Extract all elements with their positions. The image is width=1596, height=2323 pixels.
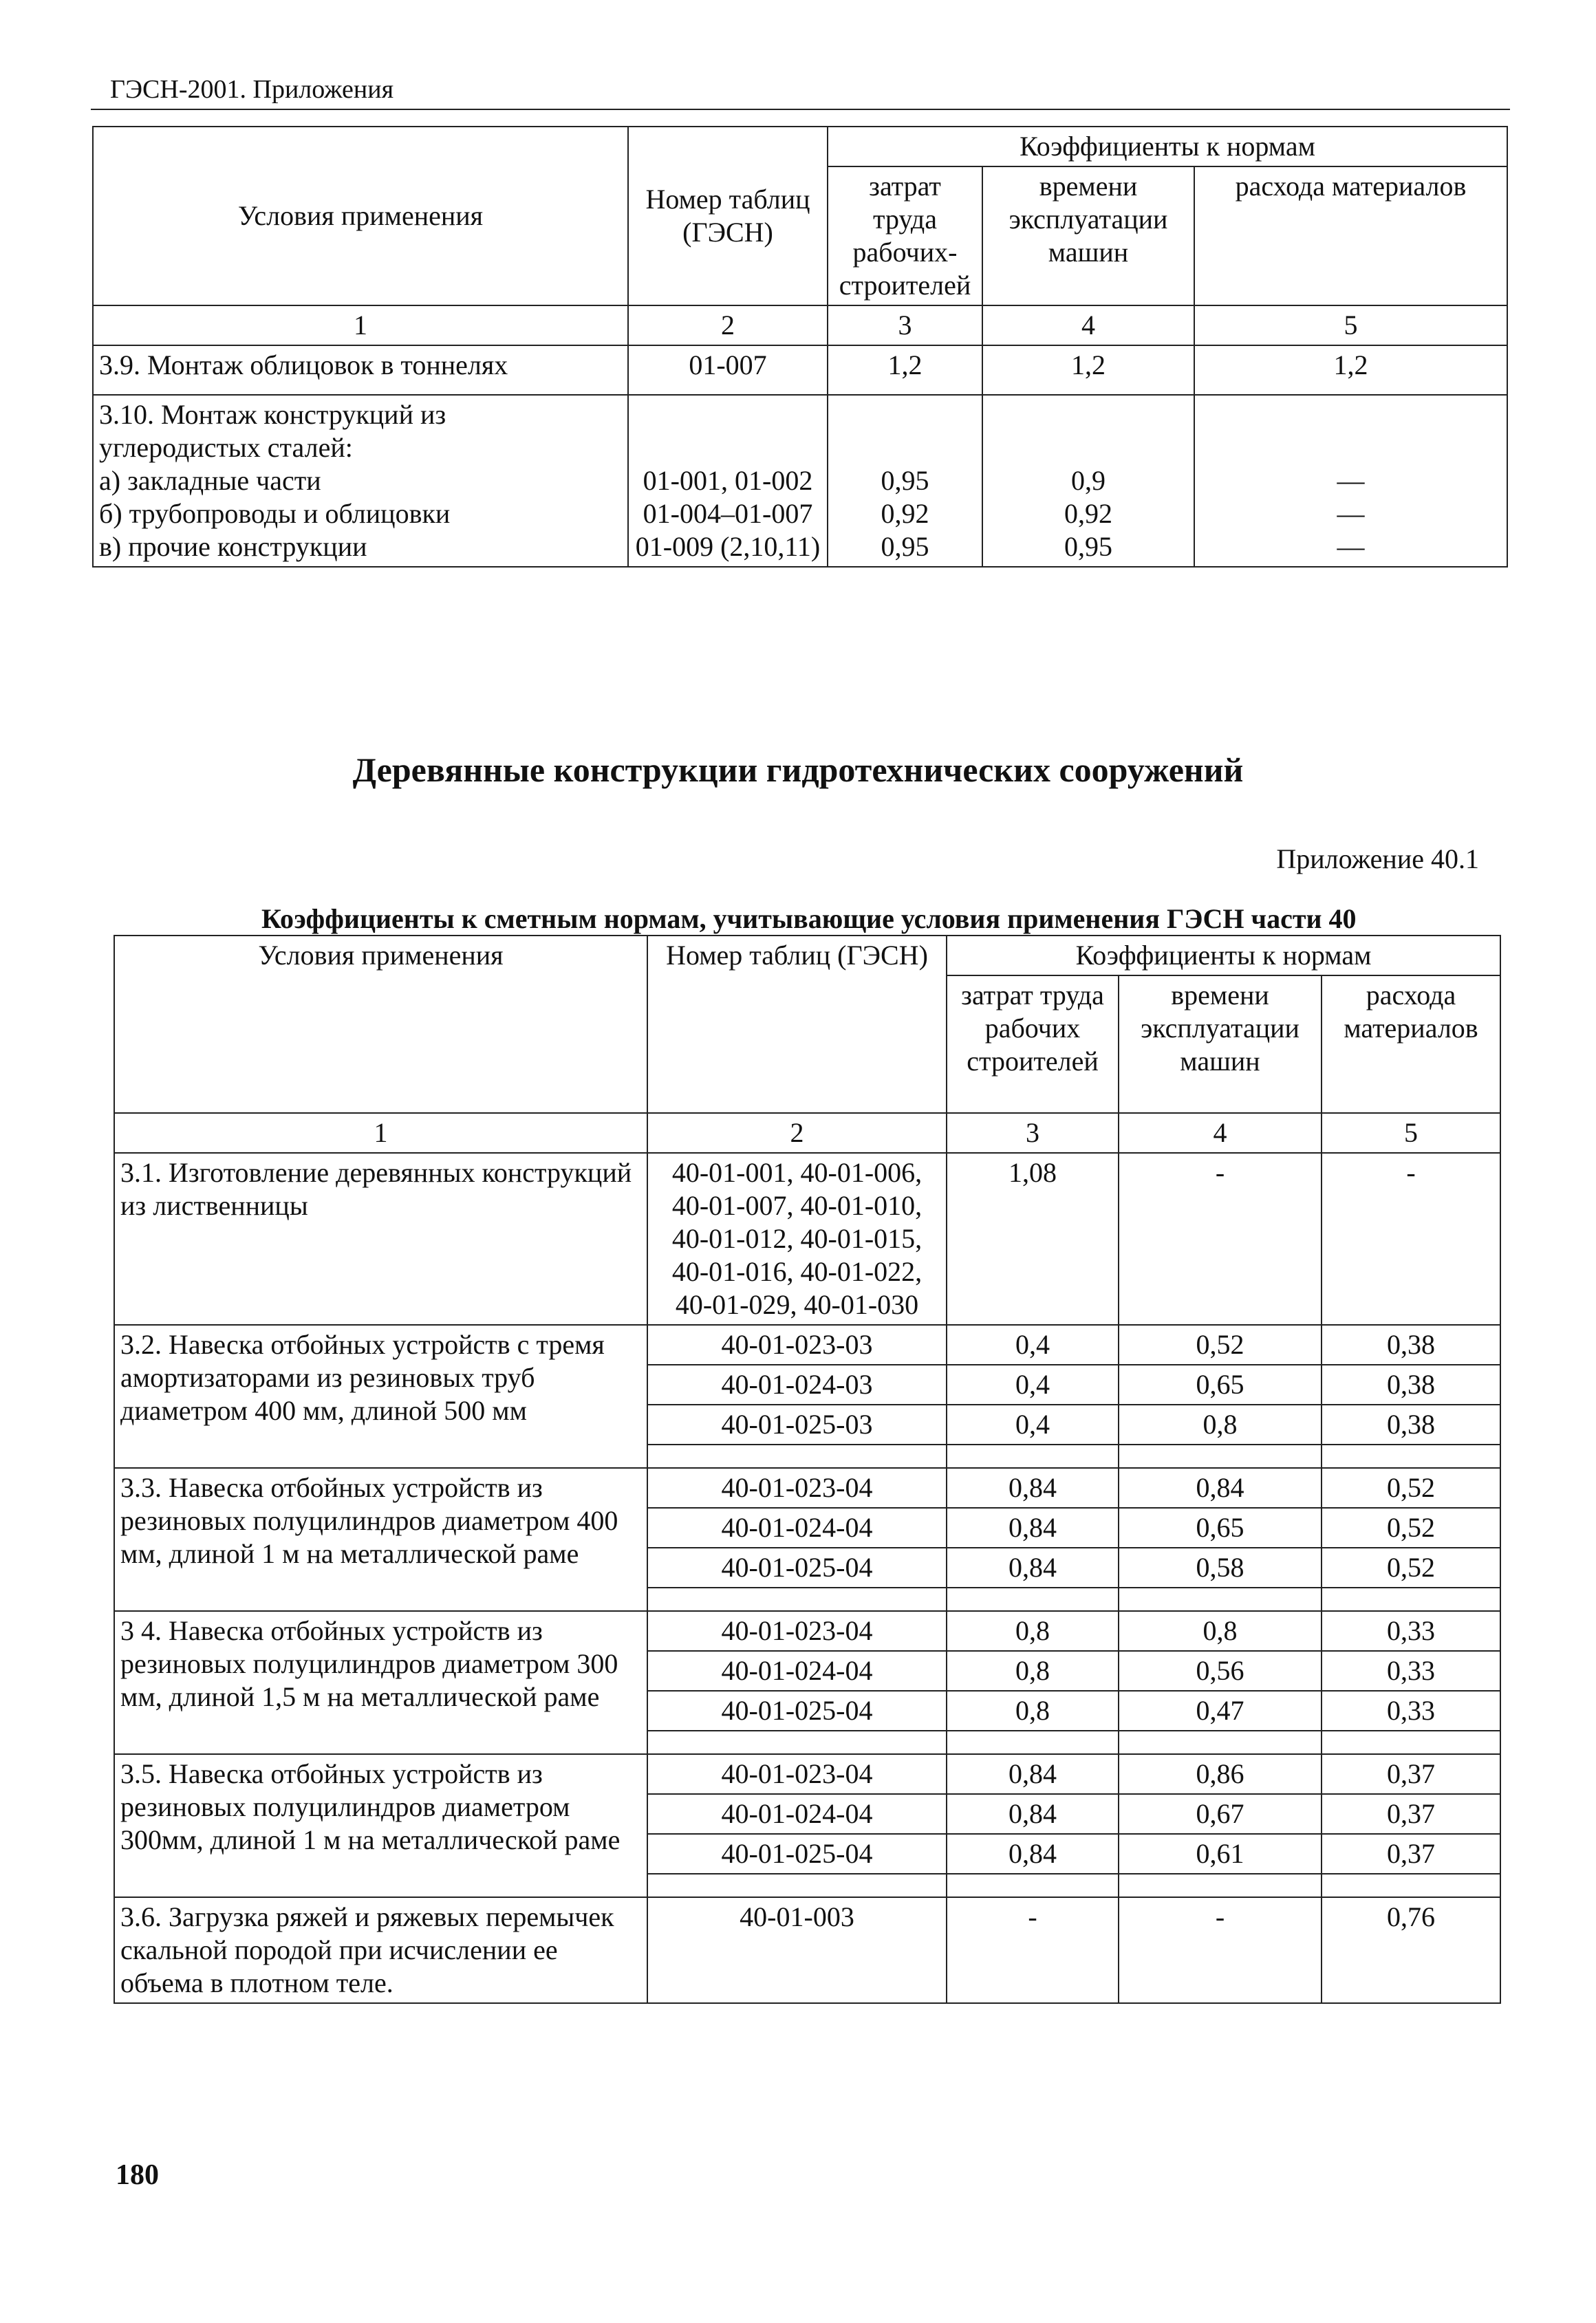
header-machines: времени эксплуатации машин xyxy=(982,166,1194,305)
row-labor: 0,84 xyxy=(947,1834,1119,1874)
table-row xyxy=(93,345,1507,395)
table-caption: Коэффициенты к сметным нормам, учитывающие условия применения ГЭСН части 40 xyxy=(261,903,1357,934)
row-machines: 0,52 xyxy=(1119,1325,1322,1365)
table-row xyxy=(114,1611,1500,1651)
row-materials: 0,37 xyxy=(1322,1834,1500,1874)
row-materials: 0,76 xyxy=(1322,1897,1500,2003)
page-number: 180 xyxy=(116,2159,159,2191)
row-machines: 0,9 0,92 0,95 xyxy=(982,395,1194,567)
row-machines: 0,8 xyxy=(1119,1611,1322,1651)
header-table-number: Номер таблиц (ГЭСН) xyxy=(628,127,828,305)
row-machines: 0,47 xyxy=(1119,1691,1322,1731)
row-table: 40-01-025-04 xyxy=(647,1548,947,1588)
row-machines: 0,58 xyxy=(1119,1548,1322,1588)
col-number: 2 xyxy=(647,1113,947,1153)
row-condition: 3 4. Навеска отбойных устройств из резиновых полуцилиндров диаметром 300 мм, длиной 1,5 м на металлической раме xyxy=(114,1611,647,1754)
table-steel-coefficients xyxy=(92,126,1508,568)
row-table: 40-01-024-04 xyxy=(647,1508,947,1548)
row-table: 40-01-001, 40-01-006, 40-01-007, 40-01-010, 40-01-012, 40-01-015, 40-01-016, 40-01-022, 40-01-029, 40-01-030 xyxy=(647,1153,947,1325)
row-labor: 0,8 xyxy=(947,1691,1119,1731)
row-labor: 0,4 xyxy=(947,1325,1119,1365)
header-machines: времени эксплуатации машин xyxy=(1119,975,1322,1113)
row-machines: 0,84 xyxy=(1119,1468,1322,1508)
row-table: 40-01-023-03 xyxy=(647,1325,947,1365)
row-machines: 0,86 xyxy=(1119,1754,1322,1794)
col-number: 5 xyxy=(1322,1113,1500,1153)
header-rule xyxy=(91,109,1510,110)
appendix-label: Приложение 40.1 xyxy=(1276,843,1479,874)
header-coef-group: Коэффициенты к нормам xyxy=(828,127,1507,166)
row-condition: 3.9. Монтаж облицовок в тоннелях xyxy=(93,345,628,395)
row-table: 40-01-025-04 xyxy=(647,1691,947,1731)
row-materials: 0,38 xyxy=(1322,1325,1500,1365)
row-table: 40-01-024-03 xyxy=(647,1365,947,1405)
row-condition: 3.6. Загрузка ряжей и ряжевых перемычек скальной породой при исчислении ее объема в плотном теле. xyxy=(114,1897,647,2003)
row-labor: 1,2 xyxy=(828,345,982,395)
row-materials: 0,33 xyxy=(1322,1691,1500,1731)
row-machines: 0,61 xyxy=(1119,1834,1322,1874)
row-materials: 1,2 xyxy=(1194,345,1507,395)
row-labor: 0,4 xyxy=(947,1405,1119,1445)
row-materials: - xyxy=(1322,1153,1500,1325)
header-labor: затрат труда рабочих-строителей xyxy=(828,166,982,305)
row-table: 01-001, 01-002 01-004–01-007 01-009 (2,10,11) xyxy=(628,395,828,567)
row-labor: 0,4 xyxy=(947,1365,1119,1405)
row-table: 40-01-025-04 xyxy=(647,1834,947,1874)
row-condition: 3.2. Навеска отбойных устройств с тремя амортизаторами из резиновых труб диаметром 400 мм, длиной 500 мм xyxy=(114,1325,647,1468)
table-wood-coefficients xyxy=(114,935,1501,2004)
row-labor: 0,95 0,92 0,95 xyxy=(828,395,982,567)
col-number: 4 xyxy=(1119,1113,1322,1153)
row-labor: 1,08 xyxy=(947,1153,1119,1325)
col-number: 1 xyxy=(114,1113,647,1153)
row-machines: 0,8 xyxy=(1119,1405,1322,1445)
row-machines: - xyxy=(1119,1897,1322,2003)
row-labor: 0,84 xyxy=(947,1468,1119,1508)
table-row xyxy=(114,1754,1500,1794)
row-materials: 0,38 xyxy=(1322,1405,1500,1445)
page-header: ГЭСН-2001. Приложения xyxy=(110,75,394,104)
row-labor: 0,84 xyxy=(947,1548,1119,1588)
col-number: 5 xyxy=(1194,305,1507,345)
col-number: 2 xyxy=(628,305,828,345)
row-materials: 0,37 xyxy=(1322,1794,1500,1834)
header-conditions: Условия применения xyxy=(114,936,647,1113)
row-table: 40-01-024-04 xyxy=(647,1651,947,1691)
col-number: 1 xyxy=(93,305,628,345)
row-materials: 0,37 xyxy=(1322,1754,1500,1794)
row-machines: 0,67 xyxy=(1119,1794,1322,1834)
row-table: 40-01-003 xyxy=(647,1897,947,2003)
row-labor: 0,84 xyxy=(947,1508,1119,1548)
row-machines: 0,56 xyxy=(1119,1651,1322,1691)
col-number: 3 xyxy=(947,1113,1119,1153)
row-machines: 0,65 xyxy=(1119,1508,1322,1548)
row-machines: 0,65 xyxy=(1119,1365,1322,1405)
row-materials: 0,52 xyxy=(1322,1468,1500,1508)
header-labor: затрат труда рабочих строителей xyxy=(947,975,1119,1113)
row-table: 40-01-025-03 xyxy=(647,1405,947,1445)
col-number: 4 xyxy=(982,305,1194,345)
row-condition: 3.1. Изготовление деревянных конструкций из лиственницы xyxy=(114,1153,647,1325)
row-condition: 3.5. Навеска отбойных устройств из резиновых полуцилиндров диаметром 300мм, длиной 1 м на металлической раме xyxy=(114,1754,647,1897)
row-machines: - xyxy=(1119,1153,1322,1325)
row-table: 01-007 xyxy=(628,345,828,395)
row-labor: 0,8 xyxy=(947,1651,1119,1691)
row-materials: 0,38 xyxy=(1322,1365,1500,1405)
row-materials: 0,52 xyxy=(1322,1548,1500,1588)
header-conditions: Условия применения xyxy=(93,127,628,305)
row-table: 40-01-024-04 xyxy=(647,1794,947,1834)
header-materials: расхода материалов xyxy=(1194,166,1507,305)
section-title: Деревянные конструкции гидротехнических сооружений xyxy=(352,750,1244,789)
row-table: 40-01-023-04 xyxy=(647,1754,947,1794)
header-table-number: Номер таблиц (ГЭСН) xyxy=(647,936,947,1113)
table-row xyxy=(114,1153,1500,1325)
row-table: 40-01-023-04 xyxy=(647,1468,947,1508)
row-condition: 3.10. Монтаж конструкций из углеродистых сталей: а) закладные части б) трубопроводы и облицовки в) прочие конструкции xyxy=(93,395,628,567)
table-row xyxy=(114,1468,1500,1508)
table-row xyxy=(114,1897,1500,2003)
row-labor: 0,84 xyxy=(947,1754,1119,1794)
row-machines: 1,2 xyxy=(982,345,1194,395)
table-row xyxy=(114,1325,1500,1365)
row-materials: 0,52 xyxy=(1322,1508,1500,1548)
row-materials: 0,33 xyxy=(1322,1611,1500,1651)
table-row xyxy=(93,395,1507,567)
col-number: 3 xyxy=(828,305,982,345)
row-materials: 0,33 xyxy=(1322,1651,1500,1691)
row-condition: 3.3. Навеска отбойных устройств из резиновых полуцилиндров диаметром 400 мм, длиной 1 м на металлической раме xyxy=(114,1468,647,1611)
row-table: 40-01-023-04 xyxy=(647,1611,947,1651)
row-labor: 0,84 xyxy=(947,1794,1119,1834)
row-labor: - xyxy=(947,1897,1119,2003)
row-labor: 0,8 xyxy=(947,1611,1119,1651)
header-materials: расхода материалов xyxy=(1322,975,1500,1113)
row-materials: — — — xyxy=(1194,395,1507,567)
header-coef-group: Коэффициенты к нормам xyxy=(947,936,1500,975)
